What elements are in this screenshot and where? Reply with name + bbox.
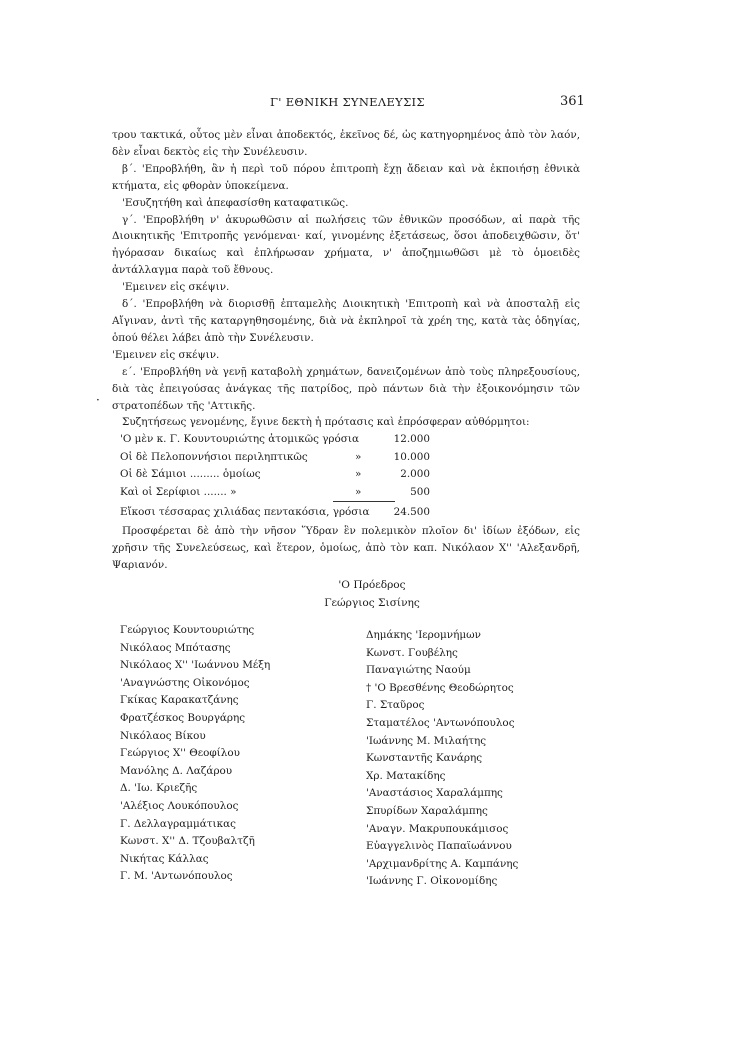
total-label: Εἴκοσι τέσσαρας χιλιάδας πεντακόσια, γρόσια [120, 506, 370, 518]
signatory-name: Σταματέλος 'Αντωνόπουλος [366, 716, 515, 729]
donation-row [120, 486, 540, 504]
signatories-left-column [120, 622, 270, 886]
signatory-name: Γεώργιος Χ'' Θεοφίλου [120, 747, 240, 760]
signatory-name: Εὐαγγελινὸς Παπαϊωάννου [366, 840, 512, 853]
signatory-name: 'Αλέξιος Λουκόπουλος [120, 799, 239, 812]
paragraph: γ΄. 'Επροβλήθη ν' ἀκυρωθῶσιν αἱ πωλήσεις τῶν ἐθνικῶν προσόδων, αἱ παρὰ τῆς Διοικητικῆς 'Επιτροπῆς γενόμεναι· καί, γινομένης ἐξετάσεως, ὅσοι ἀποδειχθῶσιν, ὅτ' ἠγόρασαν δικαίως καὶ ἐπλήρωσαν χρήματα, ν' ἀποζημιωθῶσι μὲ τὸ ὁμοειδὲς ἀντάλλαγμα παρὰ τοῦ ἔθνους. [112, 213, 580, 277]
signatory-name: Φρατζέσκος Βουργάρης [120, 711, 246, 724]
signatory-name: Γ. Σταῦρος [366, 699, 425, 712]
paragraph: 'Εμεινεν εἰς σκέψιν. [112, 348, 220, 361]
paragraph: β΄. 'Επροβλήθη, ἂν ἡ περὶ τοῦ πόρου ἐπιτροπὴ ἔχῃ ἄδειαν καὶ νὰ ἐκποιήσῃ ἐθνικὰ κτήματα, εἰς φθορὰν ὑποκείμενα. [112, 162, 580, 192]
signatory-name: Νικήτας Κάλλας [120, 852, 209, 865]
donations-table [120, 433, 540, 503]
donation-row [120, 433, 540, 451]
signatory-name: Μανόλης Δ. Λαζάρου [120, 764, 233, 777]
margin-mark: · [96, 393, 100, 407]
donor-name: Καὶ οἱ Σερίφιοι ....... » [120, 485, 237, 498]
page-number: 361 [560, 94, 585, 109]
signatory-name: 'Αναστάσιος Χαραλάμπης [366, 787, 503, 800]
closing-text [112, 523, 580, 574]
paragraph: τρου τακτικά, οὗτος μὲν εἶναι ἀποδεκτός, ἐκεῖνος δέ, ὡς κατηγορημένος ἀπὸ τὸν λαόν, δὲν εἶναι δεκτὸς εἰς τὴν Συνέλευσιν. [112, 129, 580, 158]
sum-rule [333, 501, 395, 502]
donation-amount: 2.000 [400, 468, 430, 480]
repeat-mark: » [355, 450, 362, 463]
signatory-name: Νικόλαος Μπότασης [120, 641, 231, 654]
signatory-name: Κωνσταντῆς Κανάρης [366, 752, 483, 765]
donor-name: Οἱ δὲ Σάμιοι ......... ὁμοίως [120, 468, 261, 480]
repeat-mark: » [355, 485, 362, 498]
signatory-name: 'Αρχιμανδρίτης Α. Καμπάνης [366, 857, 519, 870]
signatory-name: 'Αναγν. Μακρυπουκάμισος [366, 822, 509, 835]
repeat-mark: » [355, 468, 362, 480]
total-amount: 24.500 [393, 506, 430, 518]
signatory-name: Νικόλαος Χ'' 'Ιωάννου Μέξη [120, 659, 271, 672]
signatory-name: Κωνστ. Γουβέλης [366, 646, 458, 659]
signatory-name: Γκίκας Καρακατζάνης [120, 694, 239, 707]
running-header-title: Γ' ΕΘΝΙΚΗ ΣΥΝΕΛΕΥΣΙΣ [270, 95, 425, 109]
donation-amount: 10.000 [393, 450, 430, 463]
paragraph: 'Εμεινεν εἰς σκέψιν. [122, 281, 230, 294]
body-text [112, 127, 580, 431]
donor-name: 'Ο μὲν κ. Γ. Κουντουριώτης ἀτομικῶς γρόσια [120, 433, 359, 445]
signatory-name: Γεώργιος Κουντουριώτης [120, 624, 255, 636]
president-title: 'Ο Πρόεδρος [338, 579, 406, 591]
signatories-right-column [366, 627, 518, 891]
donation-amount: 12.000 [393, 433, 430, 445]
signatory-name: Γ. Μ. 'Αντωνόπουλος [120, 870, 233, 883]
signatory-name: Δημάκης 'Ιερομνήμων [366, 629, 481, 641]
signatory-name: Παναγιώτης Ναούμ [366, 664, 471, 677]
signatory-name: Δ. 'Ιω. Κριεζῆς [120, 782, 198, 795]
signatory-name: † 'Ο Βρεσθένης Θεοδώρητος [366, 681, 514, 694]
paragraph: δ΄. 'Επροβλήθη νὰ διορισθῇ ἐπταμελὴς Διοικητικὴ 'Επιτροπὴ καὶ νὰ ἀποσταλῇ εἰς Αἴγιναν, ἀντὶ τῆς καταργηθησομένης, διὰ νὰ ἐκπληροῖ τὰ χρέη της, κατὰ τὰς ὁδηγίας, ὁπού θέλει λάβει ἀπὸ τὴν Συνέλευσιν. [112, 298, 580, 344]
donation-row [120, 468, 540, 486]
signatory-name: Κωνστ. Χ'' Δ. Τζουβαλτζῆ [120, 835, 255, 848]
signatory-name: 'Ιωάννης Μ. Μιλαήτης [366, 734, 487, 747]
donation-row [120, 451, 540, 469]
signatory-name: 'Αναγνώστης Οἰκονόμος [120, 676, 250, 689]
signatory-name: Νικόλαος Βίκου [120, 729, 206, 742]
president-name: Γεώργιος Σισίνης [324, 597, 420, 609]
paragraph: 'Εσυζητήθη καὶ ἀπεφασίσθη καταφατικῶς. [122, 196, 349, 209]
signatory-name: Χρ. Ματακίδης [366, 769, 446, 782]
donation-total-row [120, 506, 540, 523]
donation-amount: 500 [410, 485, 430, 498]
donor-name: Οἱ δὲ Πελοποννήσιοι περιληπτικῶς [120, 450, 308, 463]
signatory-name: Γ. Δελλαγραμμάτικας [120, 817, 236, 830]
paragraph: ε΄. 'Επροβλήθη νὰ γενῇ καταβολὴ χρημάτων, δανειζομένων ἀπὸ τοὺς πληρεξουσίους, διὰ τὰς ἐπειγούσας ἀνάγκας τῆς πατρίδος, πρὸ πάντων διὰ τὴν ἐξοικονόμησιν τῶν στρατοπέδων τῆς 'Αττικῆς. [112, 365, 580, 412]
paragraph: Συζητήσεως γενομένης, ἔγινε δεκτὴ ἡ πρότασις καὶ ἐπρόσφεραν αὐθόρμητοι: [122, 416, 530, 429]
signatory-name: 'Ιωάννης Γ. Οἰκονομίδης [366, 875, 498, 888]
signatory-name: Σπυρίδων Χαραλάμπης [366, 804, 488, 817]
paragraph: Προσφέρεται δὲ ἀπὸ τὴν νῆσον Ὕδραν ἓν πολεμικὸν πλοῖον δι' ἰδίων ἐξόδων, εἰς χρῆσιν τῆς Συνελεύσεως, καὶ ἕτερον, ὁμοίως, ἀπὸ τὸν καπ. Νικόλαον Χ'' 'Αλεξανδρῆ, Ψαριανόν. [112, 525, 580, 571]
